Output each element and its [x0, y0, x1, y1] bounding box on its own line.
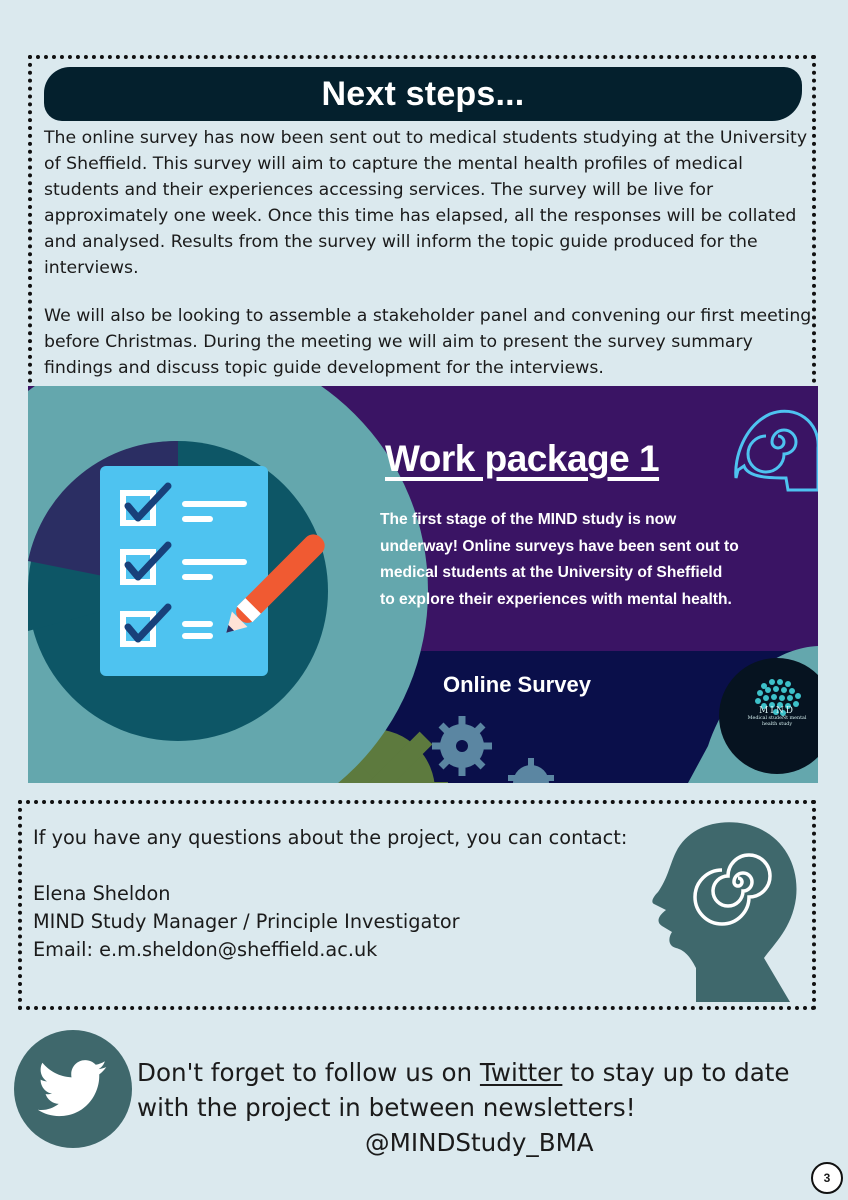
next-steps-title: Next steps... — [321, 74, 525, 113]
head-spiral-icon — [650, 818, 800, 1004]
work-package-description: The first stage of the MIND study is now underway! Online surveys have been sent out to medical students at the University of Sheffield to explore their experiences with mental health. — [380, 511, 739, 608]
contact-name: Elena Sheldon — [33, 882, 171, 905]
work-package-graphic — [28, 386, 818, 783]
mind-logo-subtitle: Medical studeNt mental health study — [747, 716, 807, 727]
follow-line-2: with the project in between newsletters! — [137, 1093, 636, 1122]
twitter-bird-icon — [38, 1059, 108, 1119]
contact-details — [33, 824, 633, 964]
follow-suffix: to stay up to date — [562, 1058, 790, 1087]
next-steps-paragraph-2: We will also be looking to assemble a stakeholder panel and convening our first meeting before Christmas. During the meeting we will aim to present the survey summary findings and discuss topic guide development for the interviews. — [44, 306, 812, 378]
online-survey-label: Online Survey — [443, 672, 591, 697]
follow-message — [137, 1055, 827, 1160]
twitter-button[interactable] — [14, 1030, 132, 1148]
work-package-title: Work package 1 — [385, 438, 660, 479]
follow-prefix: Don't forget to follow us on — [137, 1058, 480, 1087]
contact-role: MIND Study Manager / Principle Investigator — [33, 910, 460, 933]
checklist-icon — [100, 466, 268, 676]
gear-icon — [432, 716, 492, 776]
contact-email[interactable]: Email: e.m.sheldon@sheffield.ac.uk — [33, 938, 378, 961]
mind-logo — [746, 706, 808, 728]
mind-logo-word: MIND — [759, 706, 795, 716]
spacer — [33, 852, 633, 880]
next-steps-banner — [44, 67, 802, 121]
contact-intro: If you have any questions about the project, you can contact: — [33, 826, 628, 849]
twitter-link[interactable]: Twitter — [479, 1058, 563, 1087]
next-steps-paragraph-1: The online survey has now been sent out to medical students studying at the University of Sheffield. This survey will aim to capture the mental health profiles of medical students and their experiences accessing services. The survey will be live for approximately one week. Once this time has elapsed, all the responses will be collated and analysed. Results from the survey will inform the topic guide produced for the interviews. — [44, 128, 808, 278]
twitter-handle[interactable]: @MINDStudy_BMA — [365, 1128, 594, 1157]
follow-line-1 — [137, 1055, 827, 1090]
brain-spiral-icon — [736, 411, 818, 490]
page-number: 3 — [811, 1162, 843, 1194]
